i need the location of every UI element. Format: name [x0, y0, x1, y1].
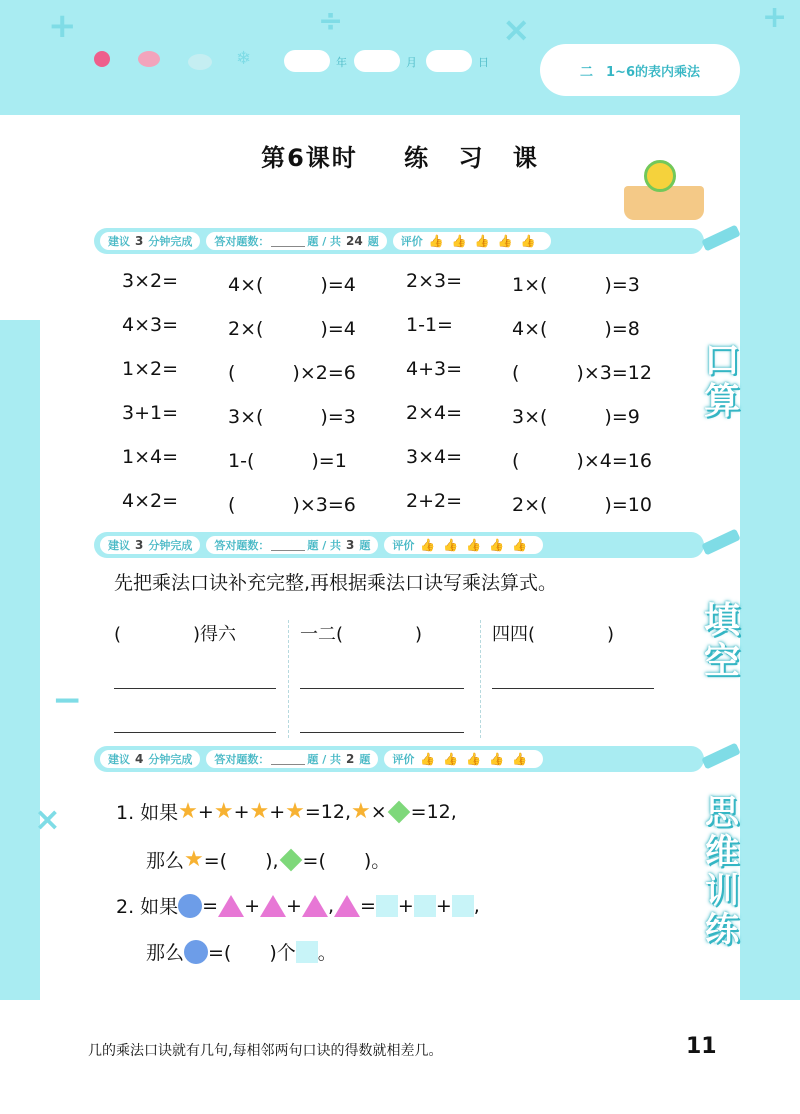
- calc-item[interactable]: 2×( )=10: [512, 494, 652, 516]
- score-blank[interactable]: [271, 236, 305, 247]
- plus-icon: +: [762, 0, 788, 35]
- thumbs-icon[interactable]: 👍👍👍👍👍: [420, 538, 536, 552]
- square-icon: [414, 895, 436, 917]
- calc-item[interactable]: 3×( )=9: [512, 406, 640, 428]
- plus-icon: +: [48, 6, 77, 46]
- divider: [288, 620, 290, 738]
- fill-item[interactable]: 一二( ): [300, 624, 423, 645]
- section-label: 填 空: [703, 600, 740, 683]
- divider: [480, 620, 482, 738]
- question-2-line-1: 2. 如果 = + + , = + + ,: [116, 894, 480, 918]
- fill-instruction: 先把乘法口诀补充完整,再根据乘法口诀写乘法算式。: [114, 572, 558, 594]
- triangle-icon: [218, 895, 244, 917]
- star-icon: ★: [351, 798, 371, 824]
- times-icon: ×: [502, 10, 531, 50]
- diamond-icon: [387, 800, 410, 823]
- page-number: 11: [686, 1034, 717, 1059]
- suggest-pill: 建议 4 分钟完成: [100, 750, 200, 768]
- section-bar: [94, 228, 704, 254]
- chapter-badge: 二 1~6的表内乘法: [540, 44, 740, 96]
- answer-line[interactable]: [300, 732, 464, 733]
- calc-item[interactable]: 2×( )=4: [228, 318, 356, 340]
- star-icon: ★: [184, 846, 204, 872]
- square-icon: [452, 895, 474, 917]
- calc-item[interactable]: ( )×3=12: [512, 362, 652, 384]
- diamond-icon: [279, 848, 302, 871]
- triangle-icon: [260, 895, 286, 917]
- section-bar: [94, 746, 704, 772]
- rain-icon: [188, 54, 212, 70]
- flower-icon: [644, 160, 676, 192]
- cloudy-icon: [138, 51, 160, 67]
- calc-item[interactable]: 3×4=: [406, 446, 463, 468]
- answer-line[interactable]: [492, 688, 654, 689]
- section-label: 思 维 训 练: [705, 793, 739, 951]
- fill-item[interactable]: ( )得六: [114, 624, 237, 645]
- question-1-line-1: 1. 如果 ★ + ★ + ★ + ★ =12, ★ × =12,: [116, 798, 457, 824]
- year-label: 年: [336, 56, 347, 69]
- footer-tip: 几的乘法口诀就有几句,每相邻两句口诀的得数就相差几。: [88, 1043, 443, 1059]
- calc-item[interactable]: 3×( )=3: [228, 406, 356, 428]
- question-2-line-2[interactable]: 那么 =( )个 。: [146, 938, 337, 965]
- calc-item[interactable]: 1×2=: [122, 358, 179, 380]
- page-title: [0, 138, 800, 173]
- star-icon: ★: [213, 798, 234, 824]
- triangle-icon: [302, 895, 328, 917]
- times-icon: ×: [34, 800, 61, 838]
- right-band: [740, 100, 800, 1000]
- circle-icon: [178, 894, 202, 918]
- suggest-pill: 建议 3 分钟完成: [100, 536, 200, 554]
- calc-item[interactable]: ( )×2=6: [228, 362, 356, 384]
- thumbs-icon[interactable]: 👍👍👍👍👍: [428, 234, 544, 248]
- answer-line[interactable]: [114, 688, 276, 689]
- calc-item[interactable]: 4×( )=8: [512, 318, 640, 340]
- circle-icon: [184, 940, 208, 964]
- pencil-icon: [701, 225, 741, 252]
- star-icon: ★: [178, 798, 198, 824]
- calc-item[interactable]: 3×2=: [122, 270, 179, 292]
- calc-item[interactable]: 4×( )=4: [228, 274, 356, 296]
- snow-icon: ❄: [236, 48, 252, 69]
- question-1-line-2[interactable]: 那么 ★ =( ), =( )。: [146, 846, 391, 872]
- calc-item[interactable]: 2+2=: [406, 490, 463, 512]
- rating-pill: 评价 👍👍👍👍👍: [393, 232, 552, 250]
- title-char: 习: [458, 144, 485, 172]
- day-label: 日: [478, 56, 489, 69]
- answer-line[interactable]: [300, 688, 464, 689]
- month-label: 月: [406, 56, 417, 69]
- rating-pill: 评价 👍👍👍👍👍: [384, 536, 543, 554]
- calc-item[interactable]: 1-( )=1: [228, 450, 347, 472]
- calc-item[interactable]: 3+1=: [122, 402, 179, 424]
- sun-icon: [94, 51, 110, 67]
- calc-item[interactable]: 4×2=: [122, 490, 179, 512]
- calc-item[interactable]: 2×3=: [406, 270, 463, 292]
- score-pill: 答对题数： 题 / 共 3 题: [206, 536, 378, 554]
- divide-icon: ÷: [318, 4, 344, 39]
- suggest-pill: 建议 3 分钟完成: [100, 232, 200, 250]
- calc-item[interactable]: 1-1=: [406, 314, 453, 336]
- rating-pill: 评价 👍👍👍👍👍: [384, 750, 543, 768]
- minus-icon: −: [52, 680, 83, 721]
- section-bar: [94, 532, 704, 558]
- triangle-icon: [334, 895, 360, 917]
- title-char: 练: [404, 144, 431, 172]
- calc-item[interactable]: 1×( )=3: [512, 274, 640, 296]
- calc-item[interactable]: 4×3=: [122, 314, 179, 336]
- calc-item[interactable]: ( )×4=16: [512, 450, 652, 472]
- answer-line[interactable]: [114, 732, 276, 733]
- title-char: 课: [512, 144, 539, 172]
- fill-item[interactable]: 四四( ): [492, 624, 615, 645]
- left-band: [0, 320, 40, 1000]
- pencil-icon: [701, 529, 741, 556]
- pencil-icon: [701, 743, 741, 770]
- calc-item[interactable]: 1×4=: [122, 446, 179, 468]
- calc-item[interactable]: 4+3=: [406, 358, 463, 380]
- day-box[interactable]: [426, 50, 472, 72]
- square-icon: [296, 941, 318, 963]
- section-label: 口 算: [703, 340, 740, 423]
- month-box[interactable]: [354, 50, 400, 72]
- calc-item[interactable]: ( )×3=6: [228, 494, 356, 516]
- star-icon: ★: [249, 798, 270, 824]
- score-pill: 答对题数： 题 / 共 24 题: [206, 232, 386, 250]
- score-pill: 答对题数： 题 / 共 2 题: [206, 750, 378, 768]
- thumbs-icon[interactable]: 👍👍👍👍👍: [420, 752, 536, 766]
- square-icon: [376, 895, 398, 917]
- score-blank[interactable]: [271, 540, 305, 551]
- calc-item[interactable]: 2×4=: [406, 402, 463, 424]
- star-icon: ★: [285, 798, 305, 824]
- score-blank[interactable]: [271, 754, 305, 765]
- lesson-number: 第6课时: [261, 144, 358, 172]
- year-box[interactable]: [284, 50, 330, 72]
